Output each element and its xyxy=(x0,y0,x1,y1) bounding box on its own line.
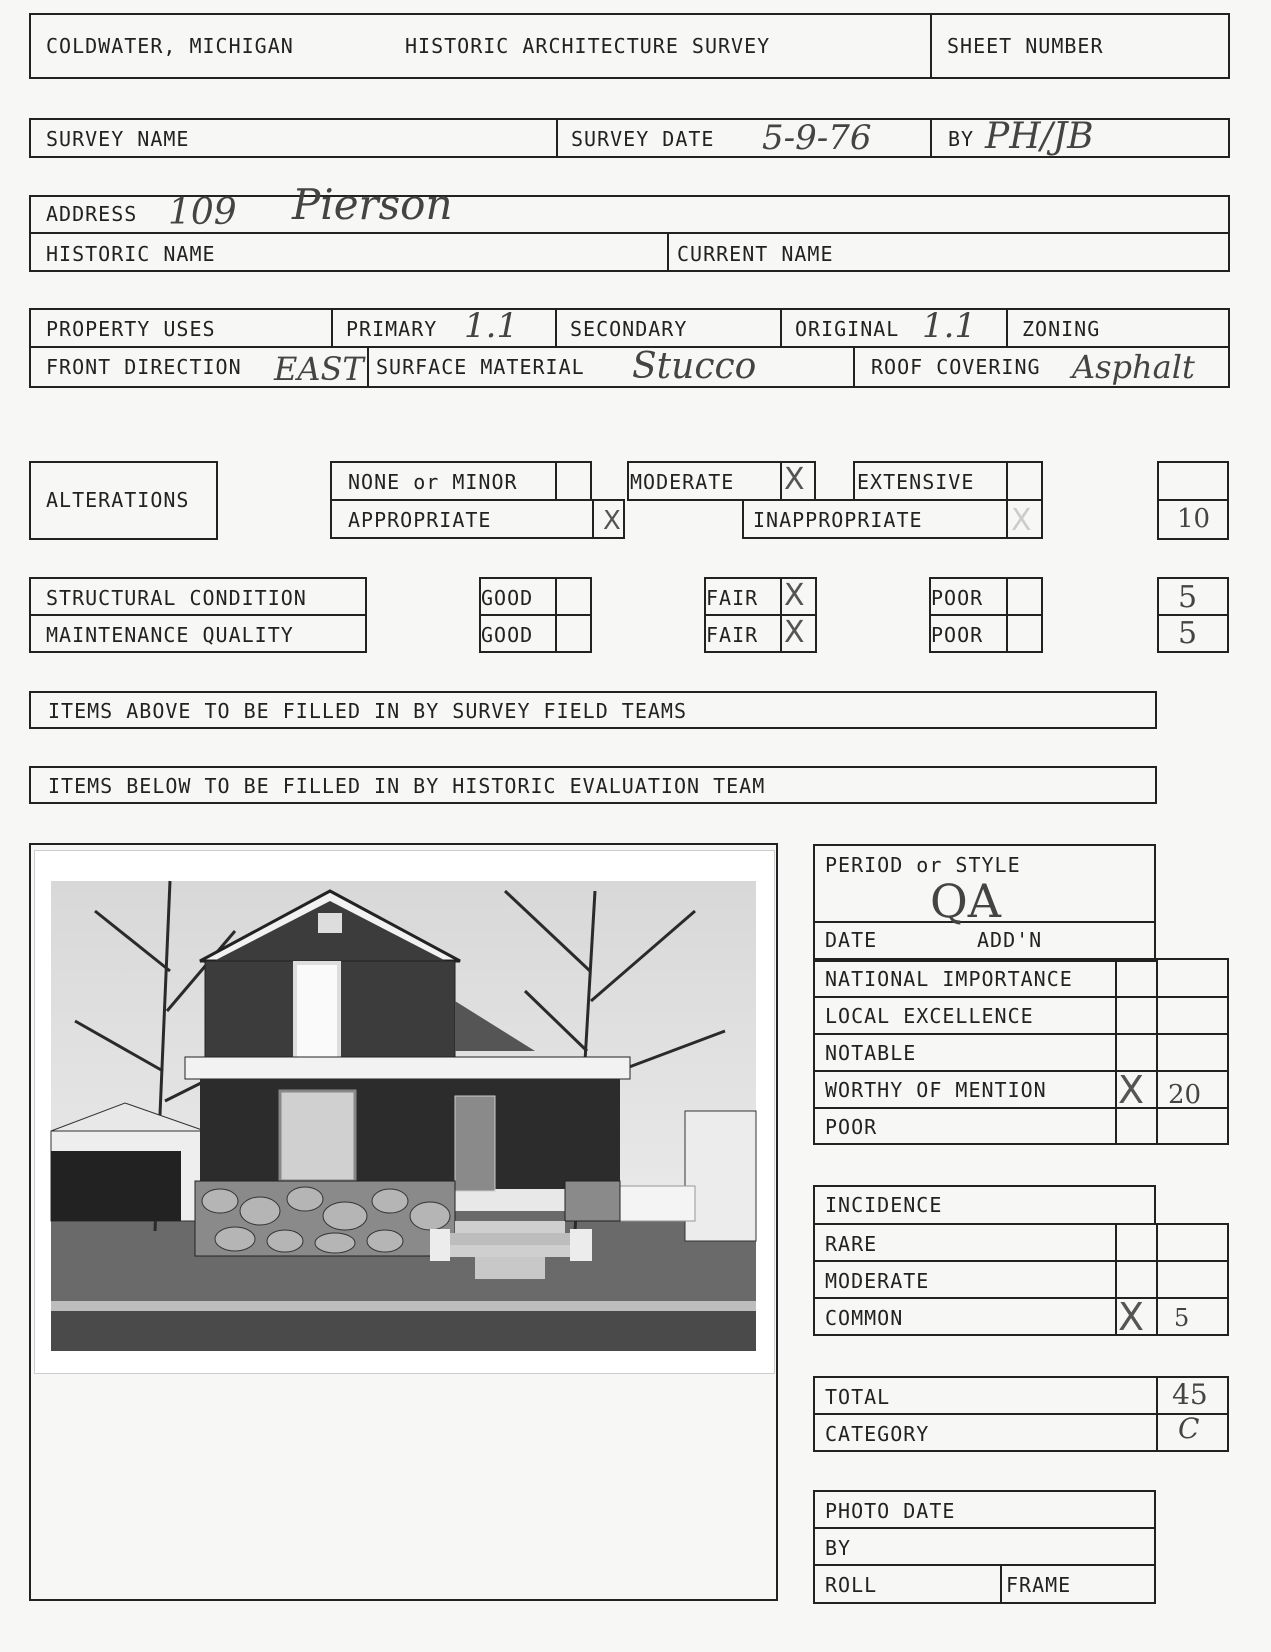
original-value: 1.1 xyxy=(922,306,977,346)
poor-label-1: POOR xyxy=(931,586,984,610)
period-style-value: QA xyxy=(930,874,1001,928)
evaluation-team-note-text: ITEMS BELOW TO BE FILLED IN BY HISTORIC EVALUATION TEAM xyxy=(48,774,766,798)
worthy-score: 20 xyxy=(1168,1080,1202,1110)
incidence-common: COMMON xyxy=(825,1306,904,1330)
primary-label: PRIMARY xyxy=(346,317,438,341)
form-title: HISTORIC ARCHITECTURE SURVEY xyxy=(405,34,771,58)
photo-by-label: BY xyxy=(825,1536,852,1560)
secondary-label: SECONDARY xyxy=(570,317,688,341)
alterations-score: 10 xyxy=(1177,504,1211,534)
house-photo-image xyxy=(35,851,774,1373)
by-value: PH/JB xyxy=(985,116,1094,157)
total-label: TOTAL xyxy=(825,1385,891,1409)
good-label-1: GOOD xyxy=(481,586,534,610)
address-number: 109 xyxy=(168,192,237,233)
alt-extensive: EXTENSIVE xyxy=(857,470,975,494)
alt-none-minor: NONE or MINOR xyxy=(348,470,518,494)
maintenance-score: 5 xyxy=(1178,616,1198,651)
survey-date-value: 5-9-76 xyxy=(762,118,872,158)
local-excellence: LOCAL EXCELLENCE xyxy=(825,1004,1034,1028)
maintenance-quality-label: MAINTENANCE QUALITY xyxy=(46,623,294,647)
fair-label-2: FAIR xyxy=(706,623,759,647)
incidence-rare: RARE xyxy=(825,1232,878,1256)
alt-appropriate: APPROPRIATE xyxy=(348,508,492,532)
worthy-mark: X xyxy=(1118,1068,1145,1112)
field-teams-note-text: ITEMS ABOVE TO BE FILLED IN BY SURVEY FIELD TEAMS xyxy=(48,699,688,723)
address-street: Pierson xyxy=(292,180,453,229)
structural-condition-label: STRUCTURAL CONDITION xyxy=(46,586,307,610)
structural-score: 5 xyxy=(1178,580,1198,615)
national-importance: NATIONAL IMPORTANCE xyxy=(825,967,1073,991)
primary-value: 1.1 xyxy=(464,306,519,346)
fair-label-1: FAIR xyxy=(706,586,759,610)
incidence-label: INCIDENCE xyxy=(825,1193,943,1217)
address-label: ADDRESS xyxy=(46,202,138,226)
good-label-2: GOOD xyxy=(481,623,534,647)
front-direction-label: FRONT DIRECTION xyxy=(46,355,242,379)
house-photograph xyxy=(34,850,775,1374)
alterations-label: ALTERATIONS xyxy=(46,488,190,512)
alt-appropriate-mark: X xyxy=(603,506,621,536)
frame-label: FRAME xyxy=(1006,1573,1072,1597)
city-label: COLDWATER, MICHIGAN xyxy=(46,34,294,58)
addn-label: ADD'N xyxy=(977,928,1043,952)
current-name-label: CURRENT NAME xyxy=(677,242,834,266)
common-score: 5 xyxy=(1174,1304,1190,1332)
surface-material-label: SURFACE MATERIAL xyxy=(376,355,585,379)
zoning-label: ZONING xyxy=(1022,317,1101,341)
roof-covering-value: Asphalt xyxy=(1072,348,1195,386)
surface-material-value: Stucco xyxy=(632,346,757,387)
category-value: C xyxy=(1178,1412,1200,1445)
poor-label-2: POOR xyxy=(931,623,984,647)
by-label: BY xyxy=(948,127,975,151)
fair-mark-structural: X xyxy=(784,578,805,613)
common-mark: X xyxy=(1118,1295,1145,1339)
incidence-moderate: MODERATE xyxy=(825,1269,930,1293)
original-label: ORIGINAL xyxy=(795,317,900,341)
worthy-of-mention: WORTHY OF MENTION xyxy=(825,1078,1047,1102)
period-style-label: PERIOD or STYLE xyxy=(825,853,1021,877)
alt-inappropriate-mark: X xyxy=(1011,503,1032,538)
date-label: DATE xyxy=(825,928,878,952)
category-label: CATEGORY xyxy=(825,1422,930,1446)
total-value: 45 xyxy=(1172,1378,1208,1411)
historic-name-label: HISTORIC NAME xyxy=(46,242,216,266)
poor-rating: POOR xyxy=(825,1115,878,1139)
alt-moderate-mark: X xyxy=(784,462,805,497)
survey-name-label: SURVEY NAME xyxy=(46,127,190,151)
alt-moderate: MODERATE xyxy=(630,470,735,494)
notable: NOTABLE xyxy=(825,1041,917,1065)
front-direction-value: EAST xyxy=(274,350,364,388)
fair-mark-maintenance: X xyxy=(784,615,805,650)
survey-date-label: SURVEY DATE xyxy=(571,127,715,151)
roof-covering-label: ROOF COVERING xyxy=(871,355,1041,379)
property-uses-label: PROPERTY USES xyxy=(46,317,216,341)
roll-label: ROLL xyxy=(825,1573,878,1597)
sheet-number-label: SHEET NUMBER xyxy=(947,34,1104,58)
alt-inappropriate: INAPPROPRIATE xyxy=(753,508,923,532)
photo-date-label: PHOTO DATE xyxy=(825,1499,956,1523)
